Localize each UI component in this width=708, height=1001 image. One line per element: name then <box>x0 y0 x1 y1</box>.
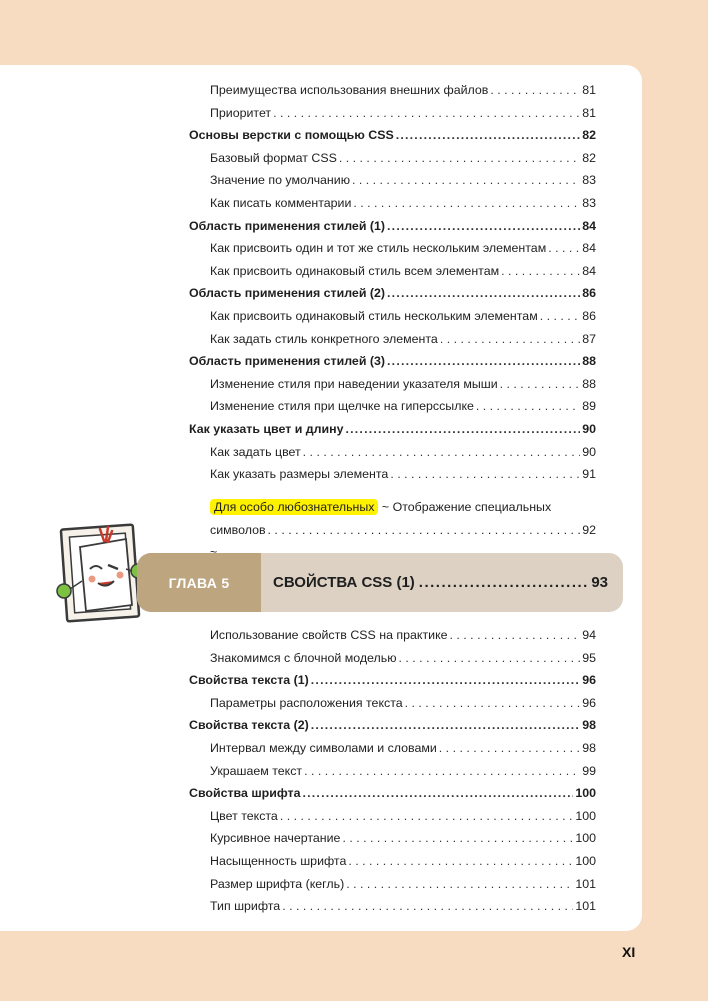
toc-entry-page-number: 82 <box>582 150 596 165</box>
toc-list-top <box>189 83 596 490</box>
leader-dots <box>346 877 573 891</box>
toc-subsection-entry[interactable] <box>189 467 596 490</box>
toc-subsection-entry[interactable] <box>189 151 596 174</box>
toc-subsection-entry[interactable] <box>189 696 596 719</box>
toc-entry-page-number: 90 <box>582 444 596 459</box>
toc-section-entry[interactable] <box>189 286 596 309</box>
leader-dots <box>303 786 574 800</box>
toc-entry-page-number: 96 <box>582 695 596 710</box>
toc-entry-page-number: 87 <box>582 331 596 346</box>
toc-entry-page-number: 94 <box>582 628 596 642</box>
toc-entry-title: Как присвоить одинаковый стиль всем элементам <box>210 263 500 278</box>
chapter-label: ГЛАВА 5 <box>137 553 261 612</box>
toc-entry-title: Как задать цвет <box>210 444 301 459</box>
toc-subsection-entry[interactable] <box>189 831 596 854</box>
toc-section-entry[interactable] <box>189 422 596 445</box>
toc-subsection-entry[interactable] <box>189 83 596 106</box>
leader-dots <box>280 809 573 823</box>
toc-entry-page-number: 84 <box>582 241 596 256</box>
toc-entry-title: Украшаем текст <box>210 763 303 778</box>
leader-dots <box>490 83 580 97</box>
leader-dots <box>282 899 573 913</box>
toc-entry-page-number: 101 <box>575 899 596 914</box>
chapter-banner[interactable] <box>137 553 623 612</box>
leader-dots <box>399 651 581 665</box>
toc-entry-page-number: 98 <box>582 740 596 755</box>
toc-subsection-entry[interactable] <box>189 309 596 332</box>
toc-section-entry[interactable] <box>189 128 596 151</box>
leader-dots <box>352 173 580 187</box>
toc-subsection-entry[interactable] <box>189 877 596 900</box>
special-title-rest: ~ Отображение специальных <box>378 500 552 514</box>
leader-dots <box>346 422 581 436</box>
toc-section-entry[interactable] <box>189 786 596 809</box>
toc-entry-title: Знакомимся с блочной моделью <box>210 650 397 665</box>
leader-dots <box>387 219 580 233</box>
toc-entry-page-number: 90 <box>582 421 596 436</box>
toc-subsection-entry[interactable] <box>189 264 596 287</box>
leader-dots <box>419 574 588 591</box>
toc-entry-page-number: 91 <box>582 467 596 482</box>
toc-entry-title: Область применения стилей (1) <box>189 218 386 233</box>
leader-dots <box>540 309 580 323</box>
toc-entry-page-number: 98 <box>582 718 596 733</box>
special-page-number: 92 <box>582 522 596 537</box>
special-entry[interactable] <box>189 496 596 541</box>
special-highlight: Для особо любознательных <box>210 499 378 515</box>
toc-entry-page-number: 88 <box>582 354 596 369</box>
toc-entry-page-number: 89 <box>582 399 596 414</box>
leader-dots <box>311 673 580 687</box>
chapter-page-number: 93 <box>591 574 608 591</box>
toc-entry-title: Базовый формат CSS <box>210 150 337 165</box>
leader-dots <box>342 831 573 845</box>
page-number: XI <box>622 944 636 960</box>
toc-entry-page-number: 96 <box>582 673 596 688</box>
toc-entry-title: Как задать стиль конкретного элемента <box>210 331 438 346</box>
toc-entry-page-number: 83 <box>582 195 596 210</box>
toc-subsection-entry[interactable] <box>189 445 596 468</box>
toc-entry-page-number: 81 <box>582 105 596 120</box>
toc-entry-title: Как писать комментарии <box>210 195 352 210</box>
leader-dots <box>348 854 573 868</box>
toc-subsection-entry[interactable] <box>189 332 596 355</box>
toc-section-entry[interactable] <box>189 673 596 696</box>
leader-dots <box>450 628 581 642</box>
leader-dots <box>339 151 580 165</box>
toc-entry-title: Основы верстки с помощью CSS <box>189 128 394 143</box>
toc-entry-page-number: 99 <box>582 763 596 778</box>
toc-entry-page-number: 84 <box>582 218 596 233</box>
toc-entry-page-number: 86 <box>582 308 596 323</box>
toc-subsection-entry[interactable] <box>189 196 596 219</box>
chapter-title-row <box>273 553 608 612</box>
toc-entry-title: Область применения стилей (2) <box>189 286 386 301</box>
toc-entry-title: Размер шрифта (кегль) <box>210 876 345 891</box>
toc-subsection-entry[interactable] <box>189 764 596 787</box>
toc-entry-title: Изменение стиля при наведении указателя мыши <box>210 376 498 391</box>
leader-dots <box>304 764 580 778</box>
special-title-line2: символов <box>210 522 266 537</box>
leader-dots <box>268 519 581 542</box>
toc-subsection-entry[interactable] <box>189 899 596 922</box>
leader-dots <box>396 128 580 142</box>
toc-list-bottom <box>189 628 596 922</box>
toc-entry-page-number: 88 <box>582 376 596 391</box>
toc-entry-title: Как указать цвет и длину <box>189 421 344 436</box>
toc-subsection-entry[interactable] <box>189 809 596 832</box>
toc-entry-title: Приоритет <box>210 105 272 120</box>
leader-dots <box>353 196 580 210</box>
leader-dots <box>476 399 580 413</box>
leader-dots <box>273 106 580 120</box>
toc-entry-title: Изменение стиля при щелчке на гиперссылке <box>210 399 474 414</box>
toc-section-entry[interactable] <box>189 718 596 741</box>
toc-entry-page-number: 81 <box>582 83 596 97</box>
leader-dots <box>311 718 580 732</box>
toc-entry-title: Свойства шрифта <box>189 786 301 801</box>
toc-entry-page-number: 84 <box>582 263 596 278</box>
toc-entry-title: Как присвоить одинаковый стиль нескольким элементам <box>210 308 538 323</box>
toc-entry-title: Свойства текста (1) <box>189 673 309 688</box>
toc-subsection-entry[interactable] <box>189 854 596 877</box>
leader-dots <box>387 354 580 368</box>
toc-entry-title: Как присвоить один и тот же стиль нескольким элементам <box>210 241 547 256</box>
leader-dots <box>303 445 581 459</box>
toc-entry-title: Тип шрифта <box>210 899 281 914</box>
toc-entry-title: Насыщенность шрифта <box>210 853 347 868</box>
chapter-title: СВОЙСТВА CSS (1) <box>273 574 415 591</box>
leader-dots <box>387 286 580 300</box>
toc-entry-page-number: 101 <box>575 876 596 891</box>
toc-subsection-entry[interactable] <box>189 628 596 651</box>
toc-subsection-entry[interactable] <box>189 173 596 196</box>
toc-entry-page-number: 100 <box>575 808 596 823</box>
toc-entry-title: Как указать размеры элемента <box>210 467 389 482</box>
toc-entry-title: Преимущества использования внешних файлов <box>210 83 489 97</box>
toc-section-entry[interactable] <box>189 354 596 377</box>
leader-dots <box>548 241 580 255</box>
toc-entry-page-number: 100 <box>575 853 596 868</box>
toc-subsection-entry[interactable] <box>189 241 596 264</box>
toc-entry-title: Интервал между символами и словами <box>210 740 437 755</box>
toc-entry-page-number: 95 <box>582 650 596 665</box>
leader-dots <box>390 467 580 481</box>
toc-section-entry[interactable] <box>189 219 596 242</box>
toc-entry-page-number: 82 <box>582 128 596 143</box>
toc-subsection-entry[interactable] <box>189 106 596 129</box>
toc-entry-title: Свойства текста (2) <box>189 718 309 733</box>
toc-entry-page-number: 83 <box>582 173 596 188</box>
toc-entry-page-number: 100 <box>575 786 596 801</box>
toc-entry-title: Область применения стилей (3) <box>189 354 386 369</box>
toc-entry-page-number: 86 <box>582 286 596 301</box>
leader-dots <box>440 332 580 346</box>
toc-subsection-entry[interactable] <box>189 399 596 422</box>
toc-entry-page-number: 100 <box>575 831 596 846</box>
toc-subsection-entry[interactable] <box>189 651 596 674</box>
toc-subsection-entry[interactable] <box>189 377 596 400</box>
toc-entry-title: Цвет текста <box>210 808 278 823</box>
leader-dots <box>439 741 580 755</box>
toc-subsection-entry[interactable] <box>189 741 596 764</box>
toc-entry-title: Курсивное начертание <box>210 831 341 846</box>
leader-dots <box>501 264 580 278</box>
toc-entry-title: Параметры расположения текста <box>210 695 403 710</box>
leader-dots <box>500 377 581 391</box>
toc-entry-title: Использование свойств CSS на практике <box>210 628 448 642</box>
leader-dots <box>405 696 581 710</box>
toc-entry-title: Значение по умолчанию <box>210 173 350 188</box>
